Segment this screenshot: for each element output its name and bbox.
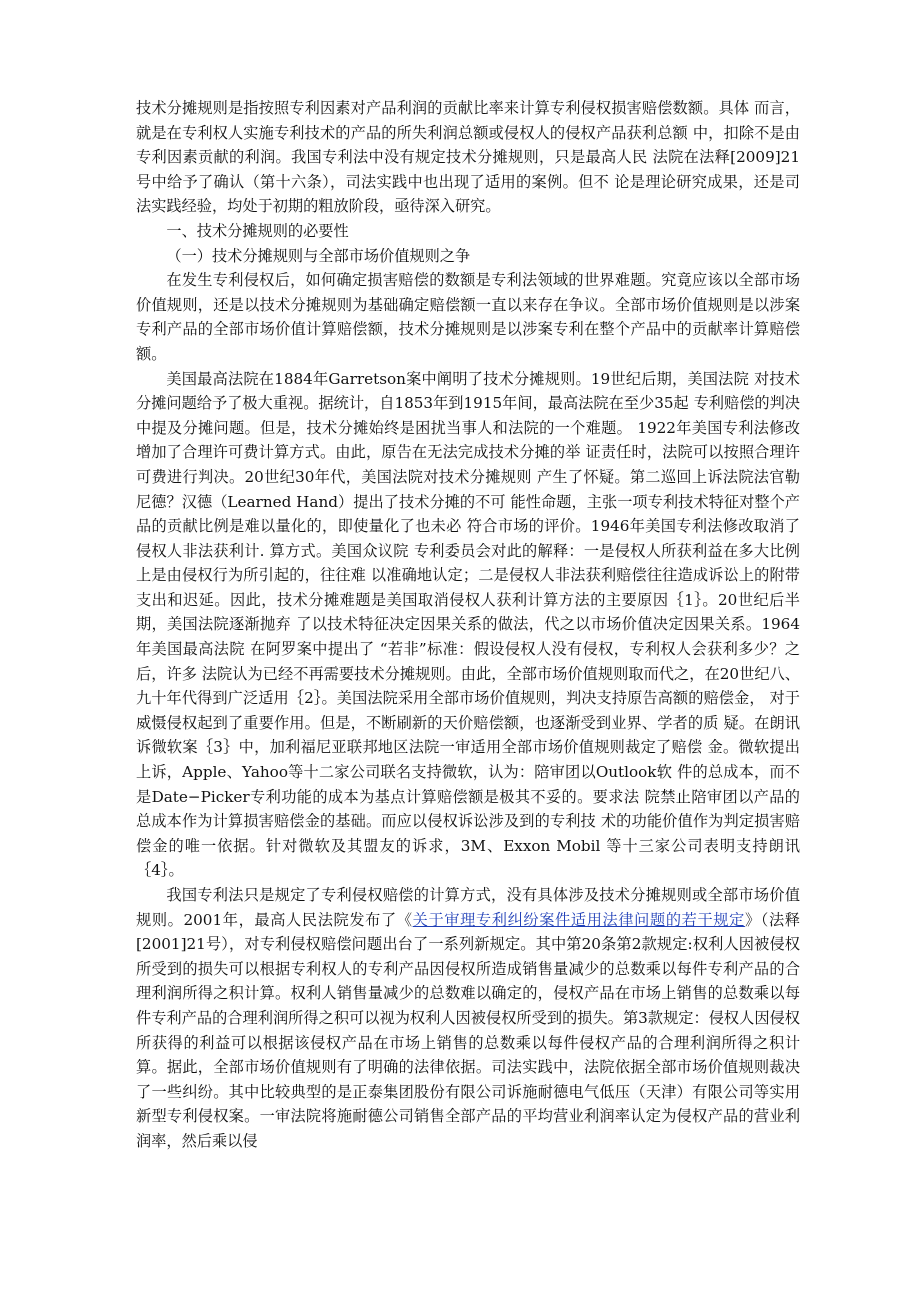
china-law-text-after-link: 》（法释[2001]21号），对专利侵权赔偿问题出台了一系列新规定。其中第20条第2款规定:权利人因被侵权所受到的损失可以根据专利权人的专利产品因侵权所造成销售量减少的总数乘以每件专利产品的合理利润所得之积计算。权利人销售量减少的总数难以确定的，侵权产品在市场上销售的总数乘以每件专利产品的合理利润所得之积可以视为权利人因被侵权所受到的损失。第3款规定：侵权人因侵权所获得的利益可以根据该侵权产品在市场上销售的总数乘以每件侵权产品的合理利润所得之积计算。据此，全部市场价值规则有了明确的法律依据。司法实践中，法院依据全部市场价值规则裁决了一些纠纷。其中比较典型的是正泰集团股份有限公司诉施耐德电气低压（天津）有限公司等实用新型专利侵权案。一审法院将施耐德公司销售全部产品的平均营业利润率认定为侵权产品的营业利润率，然后乘以侵 (136, 910, 800, 1150)
china-law-text-before-link: 我国专利法只是规定了专利侵权赔偿的计算方式，没有具体涉及技术分摊规则或全部市场价值规则。2001年，最高人民法院发布了《 (136, 886, 800, 929)
body-paragraph-us-history: 美国最高法院在1884年Garretson案中阐明了技术分摊规则。19世纪后期，美国法院 对技术分摊问题给予了极大重视。据统计，自1853年到1915年间，最高法院在至少35起 专利赔偿的判决中提及分摊问题。但是，技术分摊始终是困扰当事人和法院的一个难题。 1922年美国专利法修改增加了合理许可费计算方式。由此，原告在无法完成技术分摊的举 证责任时，法院可以按照合理许可费进行判决。20世纪30年代，美国法院对技术分摊规则 产生了怀疑。第二巡回上诉法院法官勒尼德？汉德（Learned Hand）提出了技术分摊的不可 能性命题，主张一项专利技术特征对整个产品的贡献比例是难以量化的，即使量化了也未必 符合市场的评价。1946年美国专利法修改取消了侵权人非法获利计. 算方式。美国众议院 专利委员会对此的解释：一是侵权人所获利益在多大比例上是由侵权行为所引起的，往往难 以准确地认定；二是侵权人非法获利赔偿往往造成诉讼上的附带支出和迟延。因此，技术分摊难题是美国取消侵权人获利计算方法的主要原因｛1｝。20世纪后半期，美国法院逐渐抛弃 了以技术特征决定因果关系的做法，代之以市场价值决定因果关系。1964年美国最高法院 在阿罗案中提出了 “若非”标准：假设侵权人没有侵权，专利权人会获利多少？之后，许多 法院认为已经不再需要技术分摊规则。由此，全部市场价值规则取而代之，在20世纪八、 九十年代得到广泛适用｛2｝。美国法院采用全部市场价值规则，判决支持原告高额的赔偿金， 对于威慑侵权起到了重要作用。但是，不断刷新的天价赔偿额，也逐渐受到业界、学者的质 疑。在朗讯诉微软案｛3｝中，加利福尼亚联邦地区法院一审适用全部市场价值规则裁定了赔偿 金。微软提出上诉，Apple、Yahoo等十二家公司联名支持微软，认为：陪审团以Outlook软 件的总成本，而不是Date−Picker专利功能的成本为基点计算赔偿额是极其不妥的。要求法 院禁止陪审团以产品的总成本作为计算损害赔偿金的基础。而应以侵权诉讼涉及到的专利技 术的功能价值作为判定损害赔偿金的唯一依据。针对微软及其盟友的诉求，3M、Exxon Mobil 等十三家公司表明支持朗讯｛4｝。 (136, 369, 800, 880)
body-paragraph-dispute: 在发生专利侵权后，如何确定损害赔偿的数额是专利法领域的世界难题。究竟应该以全部市场价值规则，还是以技术分摊规则为基础确定赔偿额一直以来存在争议。全部市场价值规则是以涉案专利产品的全部市场价值计算赔偿额，技术分摊规则是以涉案专利在整个产品中的贡献率计算赔偿额。 (136, 271, 800, 363)
intro-paragraph: 技术分摊规则是指按照专利因素对产品利润的贡献比率来计算专利侵权损害赔偿数额。具体 而言，就是在专利权人实施专利技术的产品的所失利润总额或侵权人的侵权产品获利总额 中，扣除不是由专利因素贡献的利润。我国专利法中没有规定技术分摊规则，只是最高人民 法院在法释[2009]21号中给予了确认（第十六条），司法实践中也出现了适用的案例。但不 论是理论研究成果，还是司法实践经验，均处于初期的粗放阶段，亟待深入研究。 (136, 99, 800, 216)
body-paragraph-china-law (136, 883, 800, 1154)
section-heading: 一、技术分摊规则的必要性 (166, 221, 349, 240)
document-page (136, 96, 800, 1154)
regulation-link[interactable]: 关于审理专利纠纷案件适用法律问题的若干规定 (412, 910, 745, 929)
subsection-heading: （一）技术分摊规则与全部市场价值规则之争 (166, 246, 471, 265)
